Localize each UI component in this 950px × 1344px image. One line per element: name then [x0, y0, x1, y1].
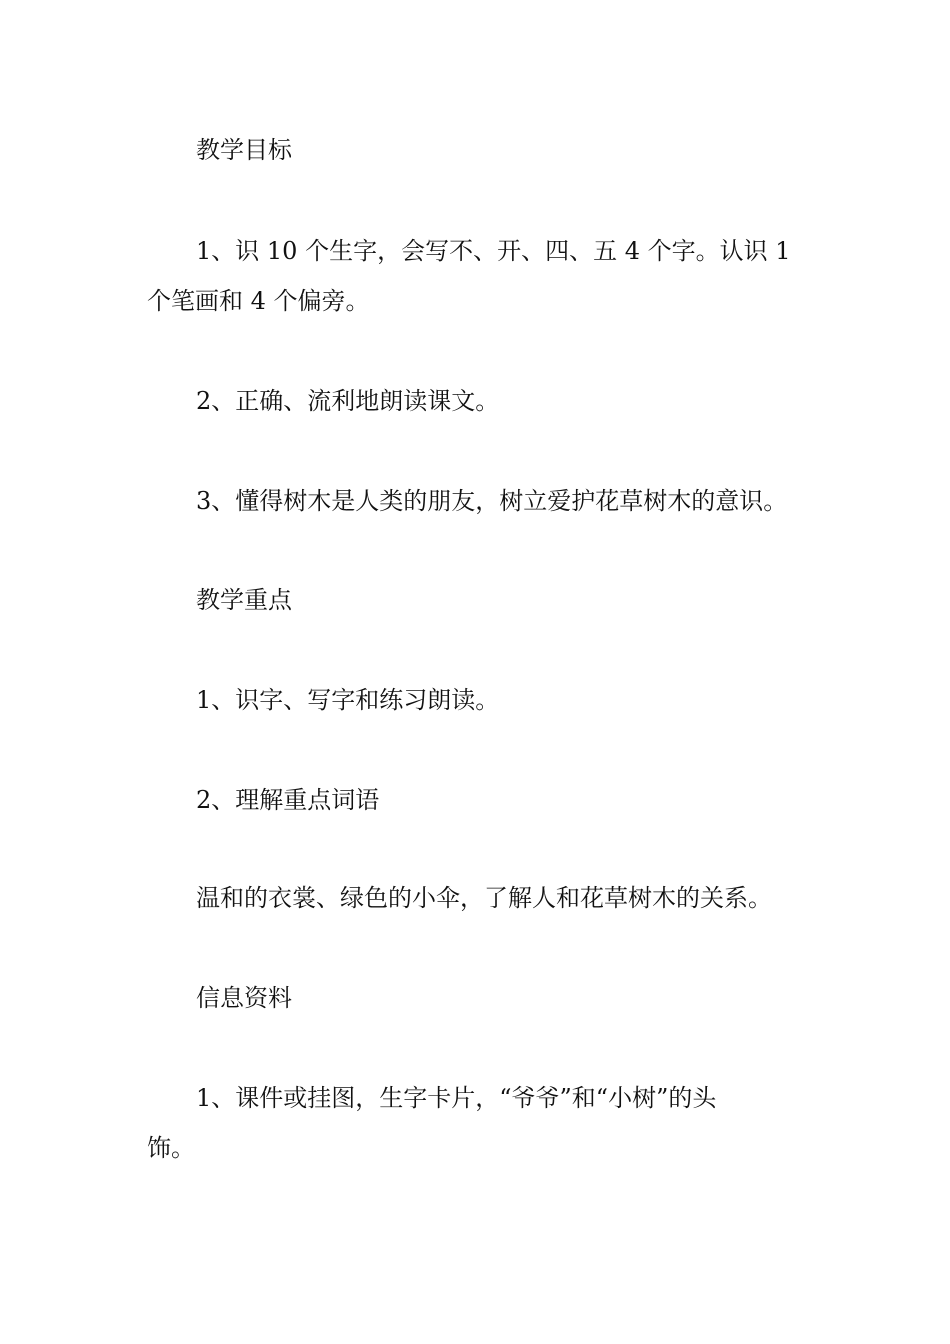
objective-2: 2、正确、流利地朗读课文。: [196, 387, 500, 415]
key-point-2: 2、理解重点词语: [196, 786, 380, 814]
heading-information-materials: 信息资料: [196, 984, 292, 1012]
material-1-line-1: 1、课件或挂图，生字卡片，“爷爷”和“小树”的头: [196, 1084, 717, 1112]
key-point-2-detail: 温和的衣裳、绿色的小伞，了解人和花草树木的关系。: [196, 884, 772, 912]
heading-teaching-objectives: 教学目标: [196, 136, 292, 164]
heading-key-points: 教学重点: [196, 586, 292, 614]
objective-1-line-2: 个笔画和 4 个偏旁。: [147, 287, 370, 315]
objective-3: 3、懂得树木是人类的朋友，树立爱护花草树木的意识。: [196, 487, 788, 515]
material-1-line-2: 饰。: [147, 1134, 195, 1162]
objective-1-line-1: 1、识 10 个生字，会写不、开、四、五 4 个字。认识 1: [196, 237, 791, 265]
key-point-1: 1、识字、写字和练习朗读。: [196, 686, 500, 714]
